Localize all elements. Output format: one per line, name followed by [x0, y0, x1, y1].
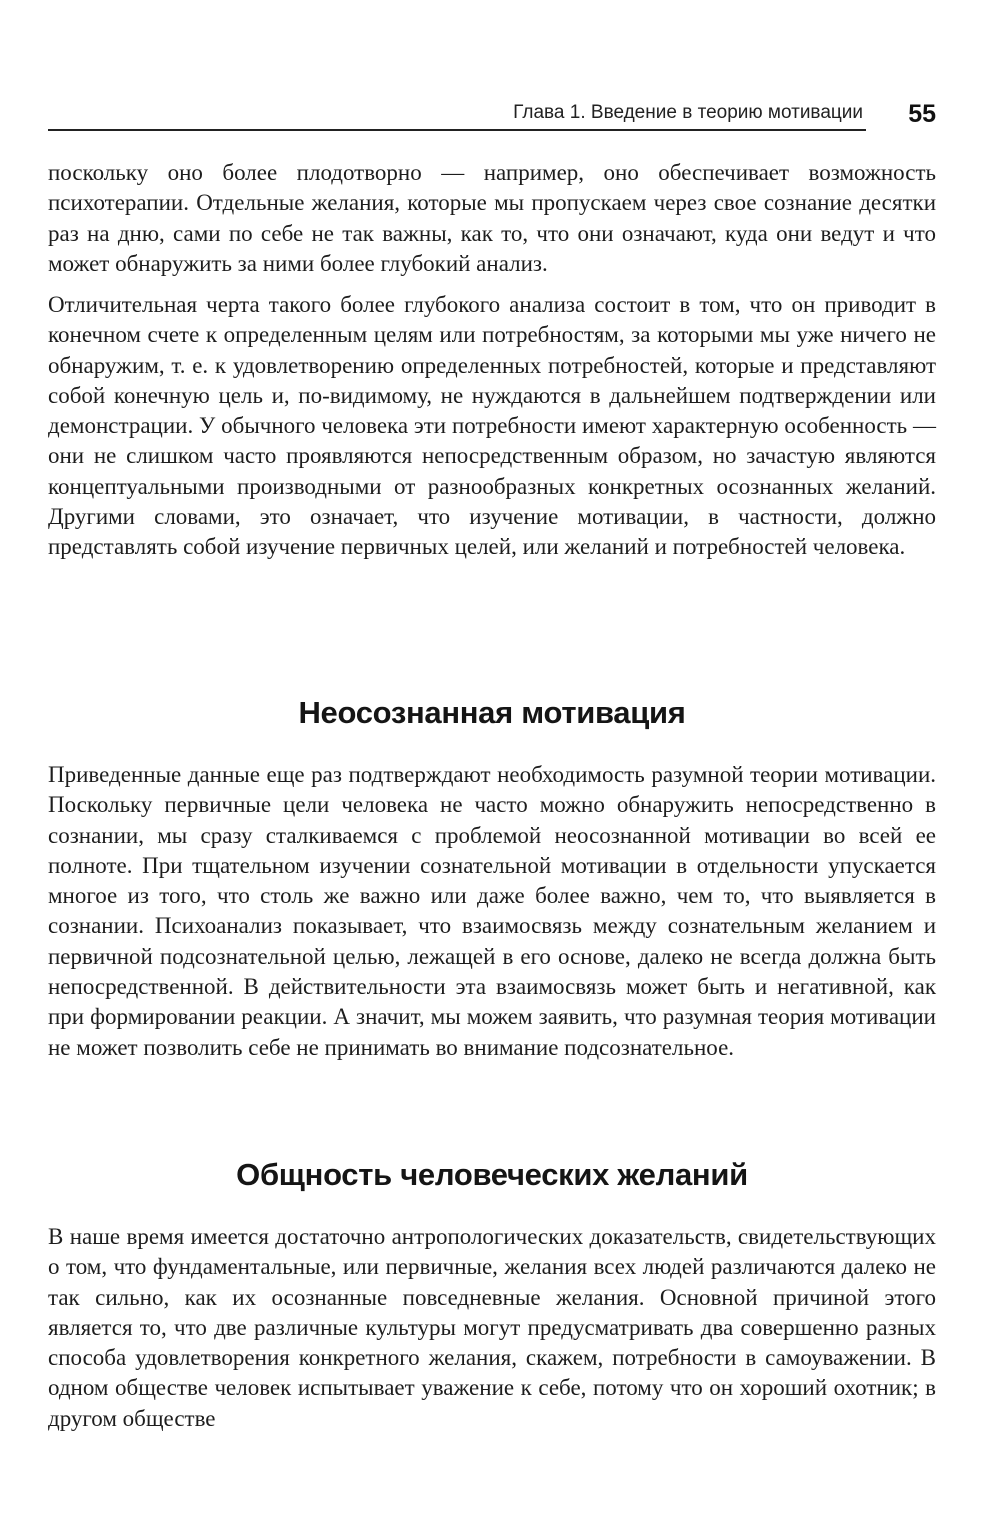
section-heading-common-desires: Общность человеческих желаний	[236, 1157, 748, 1192]
paragraph: В наше время имеется достаточно антропологических доказательств, свидетельствующих о том, что фундаментальные, или первичные, желания всех людей различаются далеко не так сильно, как их осознанные повседневные желания. Основной причиной этого является то, что две различные культуры могут предусматривать два совершенно разных способа удовлетворения конкретного желания, скажем, потребности в самоуважении. В одном обществе человек испытывает уважение к себе, потому что он хороший охотник; в другом обществе	[48, 1224, 936, 1431]
chapter-title: Глава 1. Введение в теорию мотивации	[513, 102, 863, 123]
header-rule	[48, 129, 866, 131]
paragraph: поскольку оно более плодотворно — например, оно обеспечивает возможность психотерапии. Отдельные желания, которые мы пропускаем через свое сознание десятки раз на дню, сами по себе не так важны, как то, что они означают, куда они ведут и что может обнаружить за ними более глубокий анализ.	[48, 160, 936, 276]
paragraph: Отличительная черта такого более глубокого анализа состоит в том, что он приводит в конечном счете к определенным целям или потребностям, за которыми мы уже ничего не обнаружим, т. е. к удовлетворению определенных потребностей, которые и представляют собой конечную цель и, по-видимому, не нуждаются в дальнейшем подтверждении или демонстрации. У обычного человека эти потребности имеют характерную особенность — они не слишком часто проявляются непосредственным образом, но зачастую являются концептуальными производными от разнообразных конкретных осознанных желаний. Другими словами, это означает, что изучение мотивации, в частности, должно представлять собой изучение первичных целей, или желаний и потребностей человека.	[48, 292, 936, 560]
paragraph: Приведенные данные еще раз подтверждают необходимость разумной теории мотивации. Поскольку первичные цели человека не часто можно обнаружить непосредственно в сознании, мы сразу сталкиваемся с проблемой неосознанной мотивации во всей ее полноте. При тщательном изучении сознательной мотивации в отдельности упускается многое из того, что столь же важно или даже более важно, чем то, что выявляется в сознании. Психоанализ показывает, что взаимосвязь между сознательным желанием и первичной подсознательной целью, лежащей в его основе, далеко не всегда должна быть непосредственной. В действительности эта взаимосвязь может быть и негативной, как при формировании реакции. А значит, мы можем заявить, что разумная теория мотивации не может позволить себе не принимать во внимание подсознательное.	[48, 762, 936, 1060]
page-number: 55	[908, 100, 936, 128]
running-header	[48, 98, 938, 138]
section-heading-unconscious-motivation: Неосознанная мотивация	[298, 695, 686, 730]
